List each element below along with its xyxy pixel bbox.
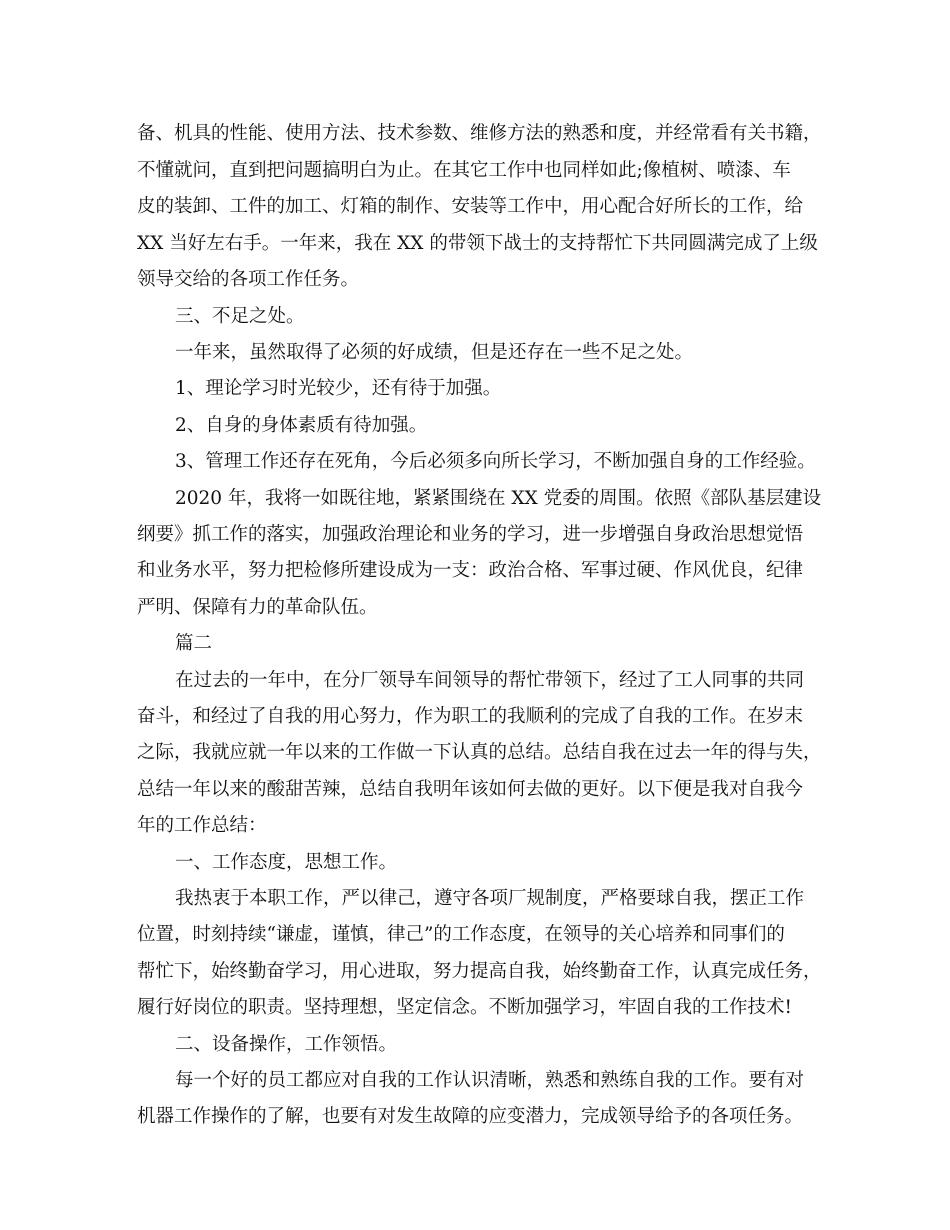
text-line: 纲要》抓工作的落实，加强政治理论和业务的学习，进一步增强自身政治思想觉悟 (137, 524, 804, 545)
text-line: 之际，我就应就一年以来的工作做一下认真的总结。总结自我在过去一年的得与失， (137, 742, 822, 763)
text-line: 奋斗，和经过了自我的用心努力，作为职工的我顺利的完成了自我的工作。在岁末 (137, 706, 804, 727)
text-line: 不懂就问，直到把问题搞明白为止。在其它工作中也同样如此;像植树、喷漆、车 (137, 160, 791, 181)
section-heading: 二、设备操作，工作领悟。 (175, 1034, 398, 1055)
section-heading: 篇二 (175, 633, 213, 654)
section-heading: 一、工作态度，思想工作。 (175, 852, 398, 873)
text-line: 总结一年以来的酸甜苦辣，总结自我明年该如何去做的更好。以下便是我对自我今 (137, 779, 804, 800)
text-line: 领导交给的各项工作任务。 (137, 269, 360, 290)
list-item: 2、自身的身体素质有待加强。 (175, 415, 428, 436)
text-line: 帮忙下，始终勤奋学习，用心进取，努力提高自我，始终勤奋工作，认真完成任务， (137, 961, 822, 982)
paragraph-start: 在过去的一年中，在分厂领导车间领导的帮忙带领下，经过了工人同事的共同 (175, 670, 805, 691)
text-line: XX 当好左右手。一年来，我在 XX 的带领下战士的支持帮忙下共同圆满完成了上级 (137, 233, 818, 254)
text-line: 履行好岗位的职责。坚持理想，坚定信念。不断加强学习，牢固自我的工作技术! (137, 997, 792, 1018)
list-item: 3、管理工作还存在死角，今后必须多向所长学习，不断加强自身的工作经验。 (175, 451, 816, 472)
text-line: 机器工作操作的了解，也要有对发生故障的应变潜力，完成领导给予的各项任务。 (137, 1106, 804, 1127)
text-line: 年的工作总结： (137, 815, 267, 836)
text-line: 皮的装卸、工件的加工、灯箱的制作、安装等工作中，用心配合好所长的工作，给 (137, 196, 804, 217)
paragraph-start: 每一个好的员工都应对自我的工作认识清晰，熟悉和熟练自我的工作。要有对 (175, 1070, 805, 1091)
text-line: 位置，时刻持续“谦虚，谨慎，律己”的工作态度，在领导的关心培养和同事们的 (137, 924, 785, 945)
text-line: 严明、保障有力的革命队伍。 (137, 597, 378, 618)
text-line: 和业务水平，努力把检修所建设成为一支：政治合格、军事过硬、作风优良，纪律 (137, 560, 804, 581)
paragraph-start: 一年来，虽然取得了必须的好成绩，但是还存在一些不足之处。 (175, 342, 694, 363)
paragraph-start: 我热衷于本职工作，严以律己，遵守各项厂规制度，严格要球自我，摆正工作 (175, 888, 805, 909)
section-heading: 三、不足之处。 (175, 306, 305, 327)
list-item: 1、理论学习时光较少，还有待于加强。 (175, 378, 502, 399)
text-line: 备、机具的性能、使用方法、技术参数、维修方法的熟悉和度，并经常看有关书籍， (137, 123, 822, 144)
paragraph-start: 2020 年，我将一如既往地，紧紧围绕在 XX 党委的周围。依照《部队基层建设 (175, 488, 822, 509)
